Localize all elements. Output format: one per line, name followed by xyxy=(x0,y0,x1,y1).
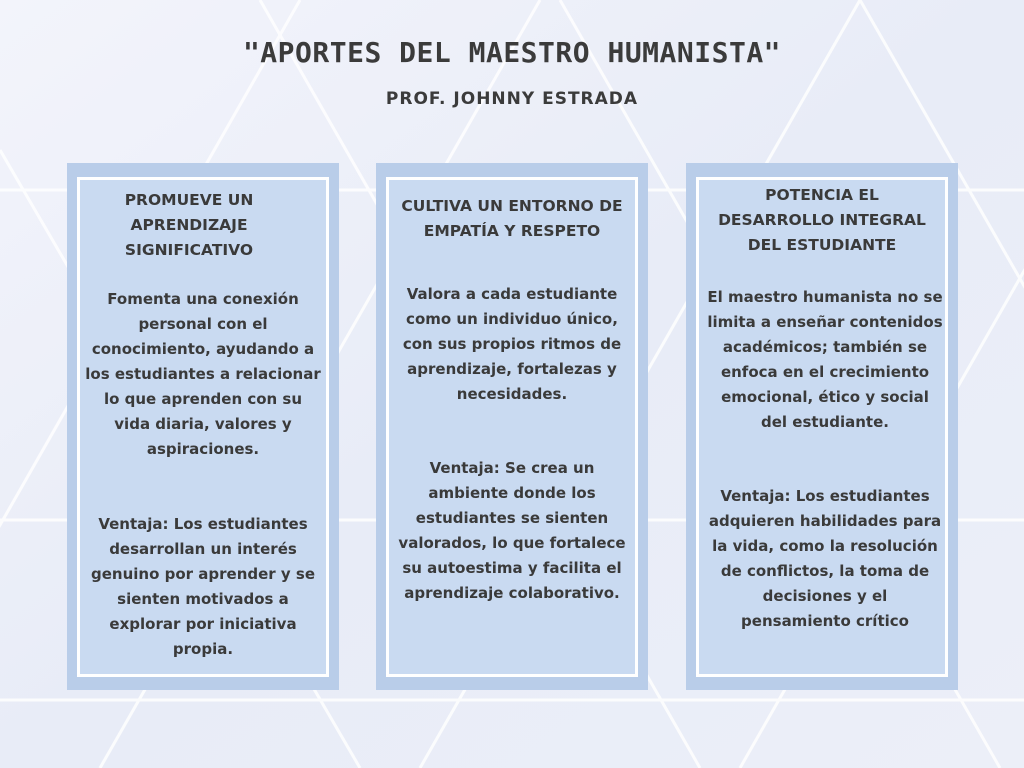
card-meaningful-learning xyxy=(67,163,339,690)
card-empathy-respect xyxy=(376,163,648,690)
page-subtitle: PROF. JOHNNY ESTRADA xyxy=(385,89,639,109)
card-inner-panel xyxy=(77,177,329,677)
card-inner-panel xyxy=(386,177,638,677)
card-description: El maestro humanista no se limita a enseñar contenidos académicos; también se enfoca en el crecimiento emocional, ético y social del estudiante. xyxy=(707,288,943,431)
card-description: Valora a cada estudiante como un individuo único, con sus propios ritmos de aprendizaje, fortalezas y necesidades. xyxy=(402,285,622,403)
card-advantage: Ventaja: Se crea un ambiente donde los estudiantes se sienten valorados, lo que fortalece su autoestima y facilita el aprendizaje colaborativo. xyxy=(398,459,626,602)
page-title: "APORTES DEL MAESTRO HUMANISTA" xyxy=(242,36,782,69)
card-title: PROMUEVE UN APRENDIZAJE SIGNIFICATIVO xyxy=(124,191,254,259)
card-title: CULTIVA UN ENTORNO DE EMPATÍA Y RESPETO xyxy=(401,197,623,240)
card-inner-panel xyxy=(696,177,948,677)
card-title: POTENCIA EL DESARROLLO INTEGRAL DEL ESTUDIANTE xyxy=(718,186,926,254)
card-integral-development xyxy=(686,163,958,690)
card-advantage: Ventaja: Los estudiantes adquieren habilidades para la vida, como la resolución de conflictos, la toma de decisiones y el pensamiento crítico xyxy=(708,487,942,630)
card-description: Fomenta una conexión personal con el conocimiento, ayudando a los estudiantes a relacionar lo que aprenden con su vida diaria, valores y aspiraciones. xyxy=(85,290,321,458)
card-advantage: Ventaja: Los estudiantes desarrollan un interés genuino por aprender y se sienten motivados a explorar por iniciativa propia. xyxy=(90,515,316,658)
